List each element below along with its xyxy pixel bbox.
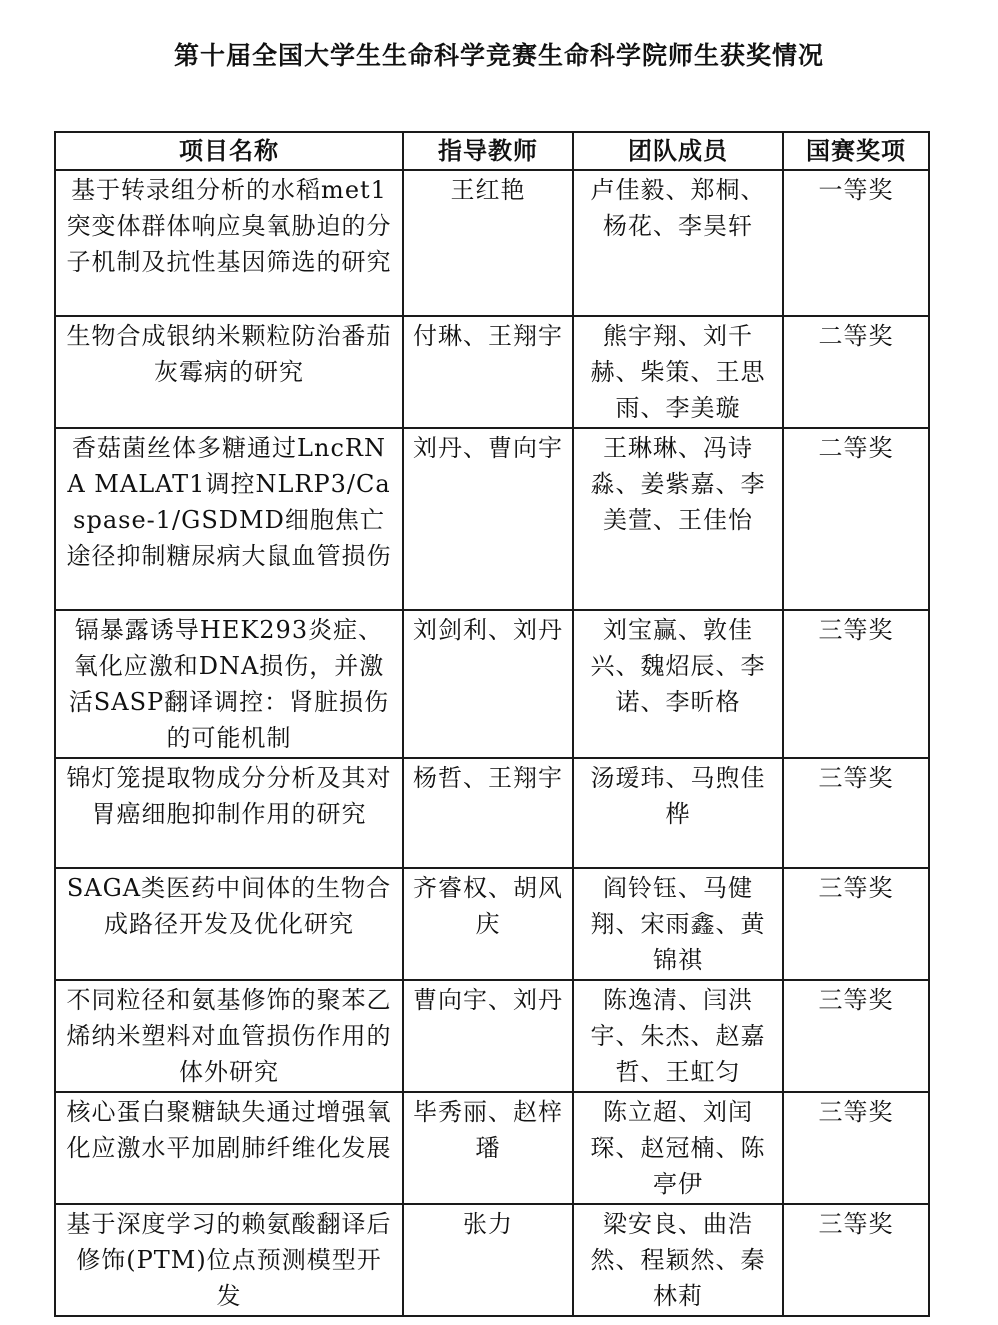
project-name-cell: 锦灯笼提取物成分分析及其对胃癌细胞抑制作用的研究 — [55, 758, 403, 868]
header-award: 国赛奖项 — [783, 132, 929, 170]
table-row — [55, 170, 929, 316]
award-cell: 二等奖 — [783, 316, 929, 428]
table-row — [55, 428, 929, 610]
advisor-cell: 刘丹、曹向宇 — [403, 428, 573, 610]
table-row — [55, 1092, 929, 1204]
table-row — [55, 1204, 929, 1316]
advisor-cell: 齐睿权、胡风庆 — [403, 868, 573, 980]
project-name-cell: 香菇菌丝体多糖通过LncRNA MALAT1调控NLRP3/Caspase-1/GSDMD细胞焦亡途径抑制糖尿病大鼠血管损伤 — [55, 428, 403, 610]
team-members-cell: 熊宇翔、刘千赫、柴策、王思雨、李美璇 — [573, 316, 783, 428]
team-members-cell: 梁安良、曲浩然、程颖然、秦林莉 — [573, 1204, 783, 1316]
advisor-cell: 毕秀丽、赵梓璠 — [403, 1092, 573, 1204]
advisor-cell: 王红艳 — [403, 170, 573, 316]
team-members-cell: 阎铃钰、马健翔、宋雨鑫、黄锦祺 — [573, 868, 783, 980]
award-cell: 三等奖 — [783, 758, 929, 868]
awards-table — [54, 131, 930, 1317]
team-members-cell: 卢佳毅、郑桐、杨花、李昊轩 — [573, 170, 783, 316]
project-name-cell: 镉暴露诱导HEK293炎症、氧化应激和DNA损伤，并激活SASP翻译调控：肾脏损伤的可能机制 — [55, 610, 403, 758]
award-cell: 三等奖 — [783, 980, 929, 1092]
award-cell: 三等奖 — [783, 868, 929, 980]
award-cell: 三等奖 — [783, 1204, 929, 1316]
team-members-cell: 汤瑷玮、马煦佳桦 — [573, 758, 783, 868]
team-members-cell: 陈逸清、闫洪宇、朱杰、赵嘉哲、王虹匀 — [573, 980, 783, 1092]
table-row — [55, 610, 929, 758]
award-cell: 一等奖 — [783, 170, 929, 316]
header-advisor: 指导教师 — [403, 132, 573, 170]
project-name-cell: 核心蛋白聚糖缺失通过增强氧化应激水平加剧肺纤维化发展 — [55, 1092, 403, 1204]
advisor-cell: 张力 — [403, 1204, 573, 1316]
award-cell: 二等奖 — [783, 428, 929, 610]
table-row — [55, 868, 929, 980]
advisor-cell: 付琳、王翔宇 — [403, 316, 573, 428]
advisor-cell: 刘剑利、刘丹 — [403, 610, 573, 758]
project-name-cell: SAGA类医药中间体的生物合成路径开发及优化研究 — [55, 868, 403, 980]
header-project-name: 项目名称 — [55, 132, 403, 170]
award-cell: 三等奖 — [783, 1092, 929, 1204]
table-row — [55, 316, 929, 428]
award-cell: 三等奖 — [783, 610, 929, 758]
team-members-cell: 刘宝赢、敦佳兴、魏炤辰、李诺、李昕格 — [573, 610, 783, 758]
project-name-cell: 基于深度学习的赖氨酸翻译后修饰(PTM)位点预测模型开发 — [55, 1204, 403, 1316]
table-row — [55, 980, 929, 1092]
table-header-row — [55, 132, 929, 170]
project-name-cell: 生物合成银纳米颗粒防治番茄灰霉病的研究 — [55, 316, 403, 428]
team-members-cell: 陈立超、刘闰琛、赵冠楠、陈亭伊 — [573, 1092, 783, 1204]
table-row — [55, 758, 929, 868]
header-team-members: 团队成员 — [573, 132, 783, 170]
project-name-cell: 不同粒径和氨基修饰的聚苯乙烯纳米塑料对血管损伤作用的体外研究 — [55, 980, 403, 1092]
advisor-cell: 杨哲、王翔宇 — [403, 758, 573, 868]
advisor-cell: 曹向宇、刘丹 — [403, 980, 573, 1092]
project-name-cell: 基于转录组分析的水稻met1突变体群体响应臭氧胁迫的分子机制及抗性基因筛选的研究 — [55, 170, 403, 316]
page-title: 第十届全国大学生生命科学竞赛生命科学院师生获奖情况 — [173, 41, 824, 70]
team-members-cell: 王琳琳、冯诗淼、姜紫嘉、李美萱、王佳怡 — [573, 428, 783, 610]
